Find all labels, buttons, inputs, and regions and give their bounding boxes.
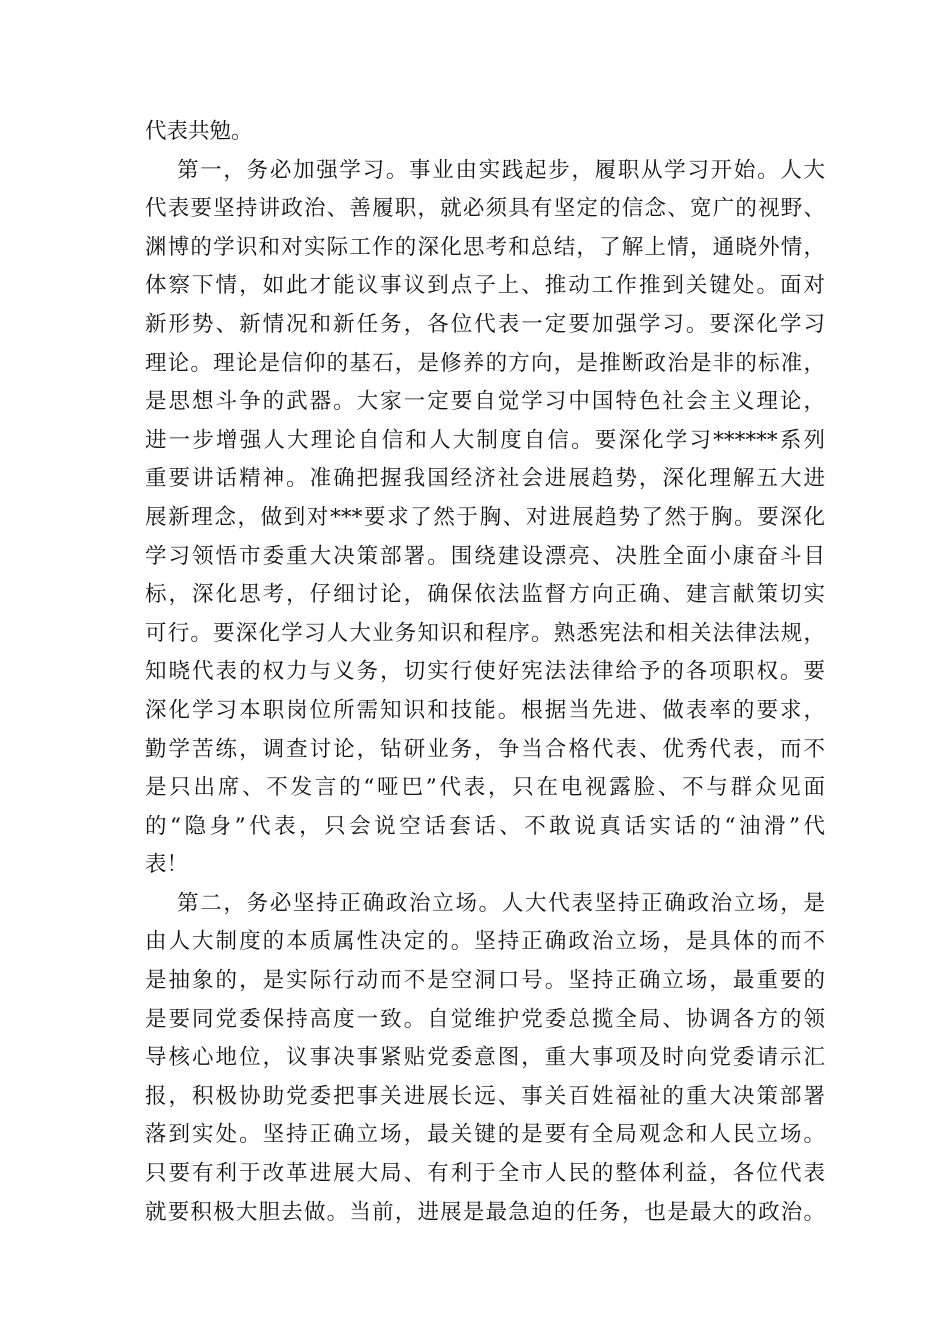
- paragraph-first-line: 第一，务必加强学习。事业由实践起步，履职从学习开始。人大: [177, 157, 825, 183]
- text-line: 体察下情，如此才能议事议到点子上、推动工作推到关键处。面对: [145, 273, 825, 299]
- text-line: 勤学苦练，调查讨论，钻研业务，争当合格代表、优秀代表，而不: [145, 736, 825, 762]
- text-line: 是要同党委保持高度一致。自觉维护党委总揽全局、协调各方的领: [145, 1006, 825, 1032]
- text-line: 新形势、新情况和新任务，各位代表一定要加强学习。要深化学习: [145, 311, 825, 337]
- text-line: 重要讲话精神。准确把握我国经济社会进展趋势，深化理解五大进: [145, 466, 825, 492]
- text-line: 知晓代表的权力与义务，切实行使好宪法法律给予的各项职权。要: [145, 659, 825, 685]
- text-line: 导核心地位，议事决事紧贴党委意图，重大事项及时向党委请示汇: [145, 1045, 825, 1071]
- text-line: 是抽象的，是实际行动而不是空洞口号。坚持正确立场，最重要的: [145, 968, 825, 994]
- text-line: 渊博的学识和对实际工作的深化思考和总结，了解上情，通晓外情，: [145, 234, 825, 260]
- text-line: 的“隐身”代表，只会说空话套话、不敢说真话实话的“油滑”代: [145, 813, 825, 839]
- text-line: 由人大制度的本质属性决定的。坚持正确政治立场，是具体的而不: [145, 929, 825, 955]
- text-line: 进一步增强人大理论自信和人大制度自信。要深化学习******系列: [145, 427, 825, 453]
- text-line: 代表共勉。: [145, 119, 253, 144]
- body-text: [145, 113, 825, 1232]
- text-line: 深化学习本职岗位所需知识和技能。根据当先进、做表率的要求，: [145, 697, 825, 723]
- text-line: 代表要坚持讲政治、善履职，就必须具有坚定的信念、宽广的视野、: [145, 196, 825, 222]
- text-line: 落到实处。坚持正确立场，最关键的是要有全局观念和人民立场。: [145, 1122, 825, 1148]
- text-line: 就要积极大胆去做。当前，进展是最急迫的任务，也是最大的政治。: [145, 1199, 825, 1225]
- text-line: 是思想斗争的武器。大家一定要自觉学习中国特色社会主义理论，: [145, 389, 825, 415]
- text-line: 可行。要深化学习人大业务知识和程序。熟悉宪法和相关法律法规，: [145, 620, 825, 646]
- text-line: 报，积极协助党委把事关进展长远、事关百姓福祉的重大决策部署: [145, 1083, 825, 1109]
- text-line: 学习领悟市委重大决策部署。围绕建设漂亮、决胜全面小康奋斗目: [145, 543, 825, 569]
- text-line: 理论。理论是信仰的基石，是修养的方向，是推断政治是非的标准，: [145, 350, 825, 376]
- text-line: 展新理念，做到对***要求了然于胸、对进展趋势了然于胸。要深化: [145, 504, 825, 530]
- text-line: 只要有利于改革进展大局、有利于全市人民的整体利益，各位代表: [145, 1161, 825, 1187]
- text-line: 是只出席、不发言的“哑巴”代表，只在电视露脸、不与群众见面: [145, 775, 825, 801]
- paragraph-first-line: 第二，务必坚持正确政治立场。人大代表坚持正确政治立场，是: [177, 890, 825, 916]
- text-line: 标，深化思考，仔细讨论，确保依法监督方向正确、建言献策切实: [145, 582, 825, 608]
- text-line: 表！: [145, 852, 189, 878]
